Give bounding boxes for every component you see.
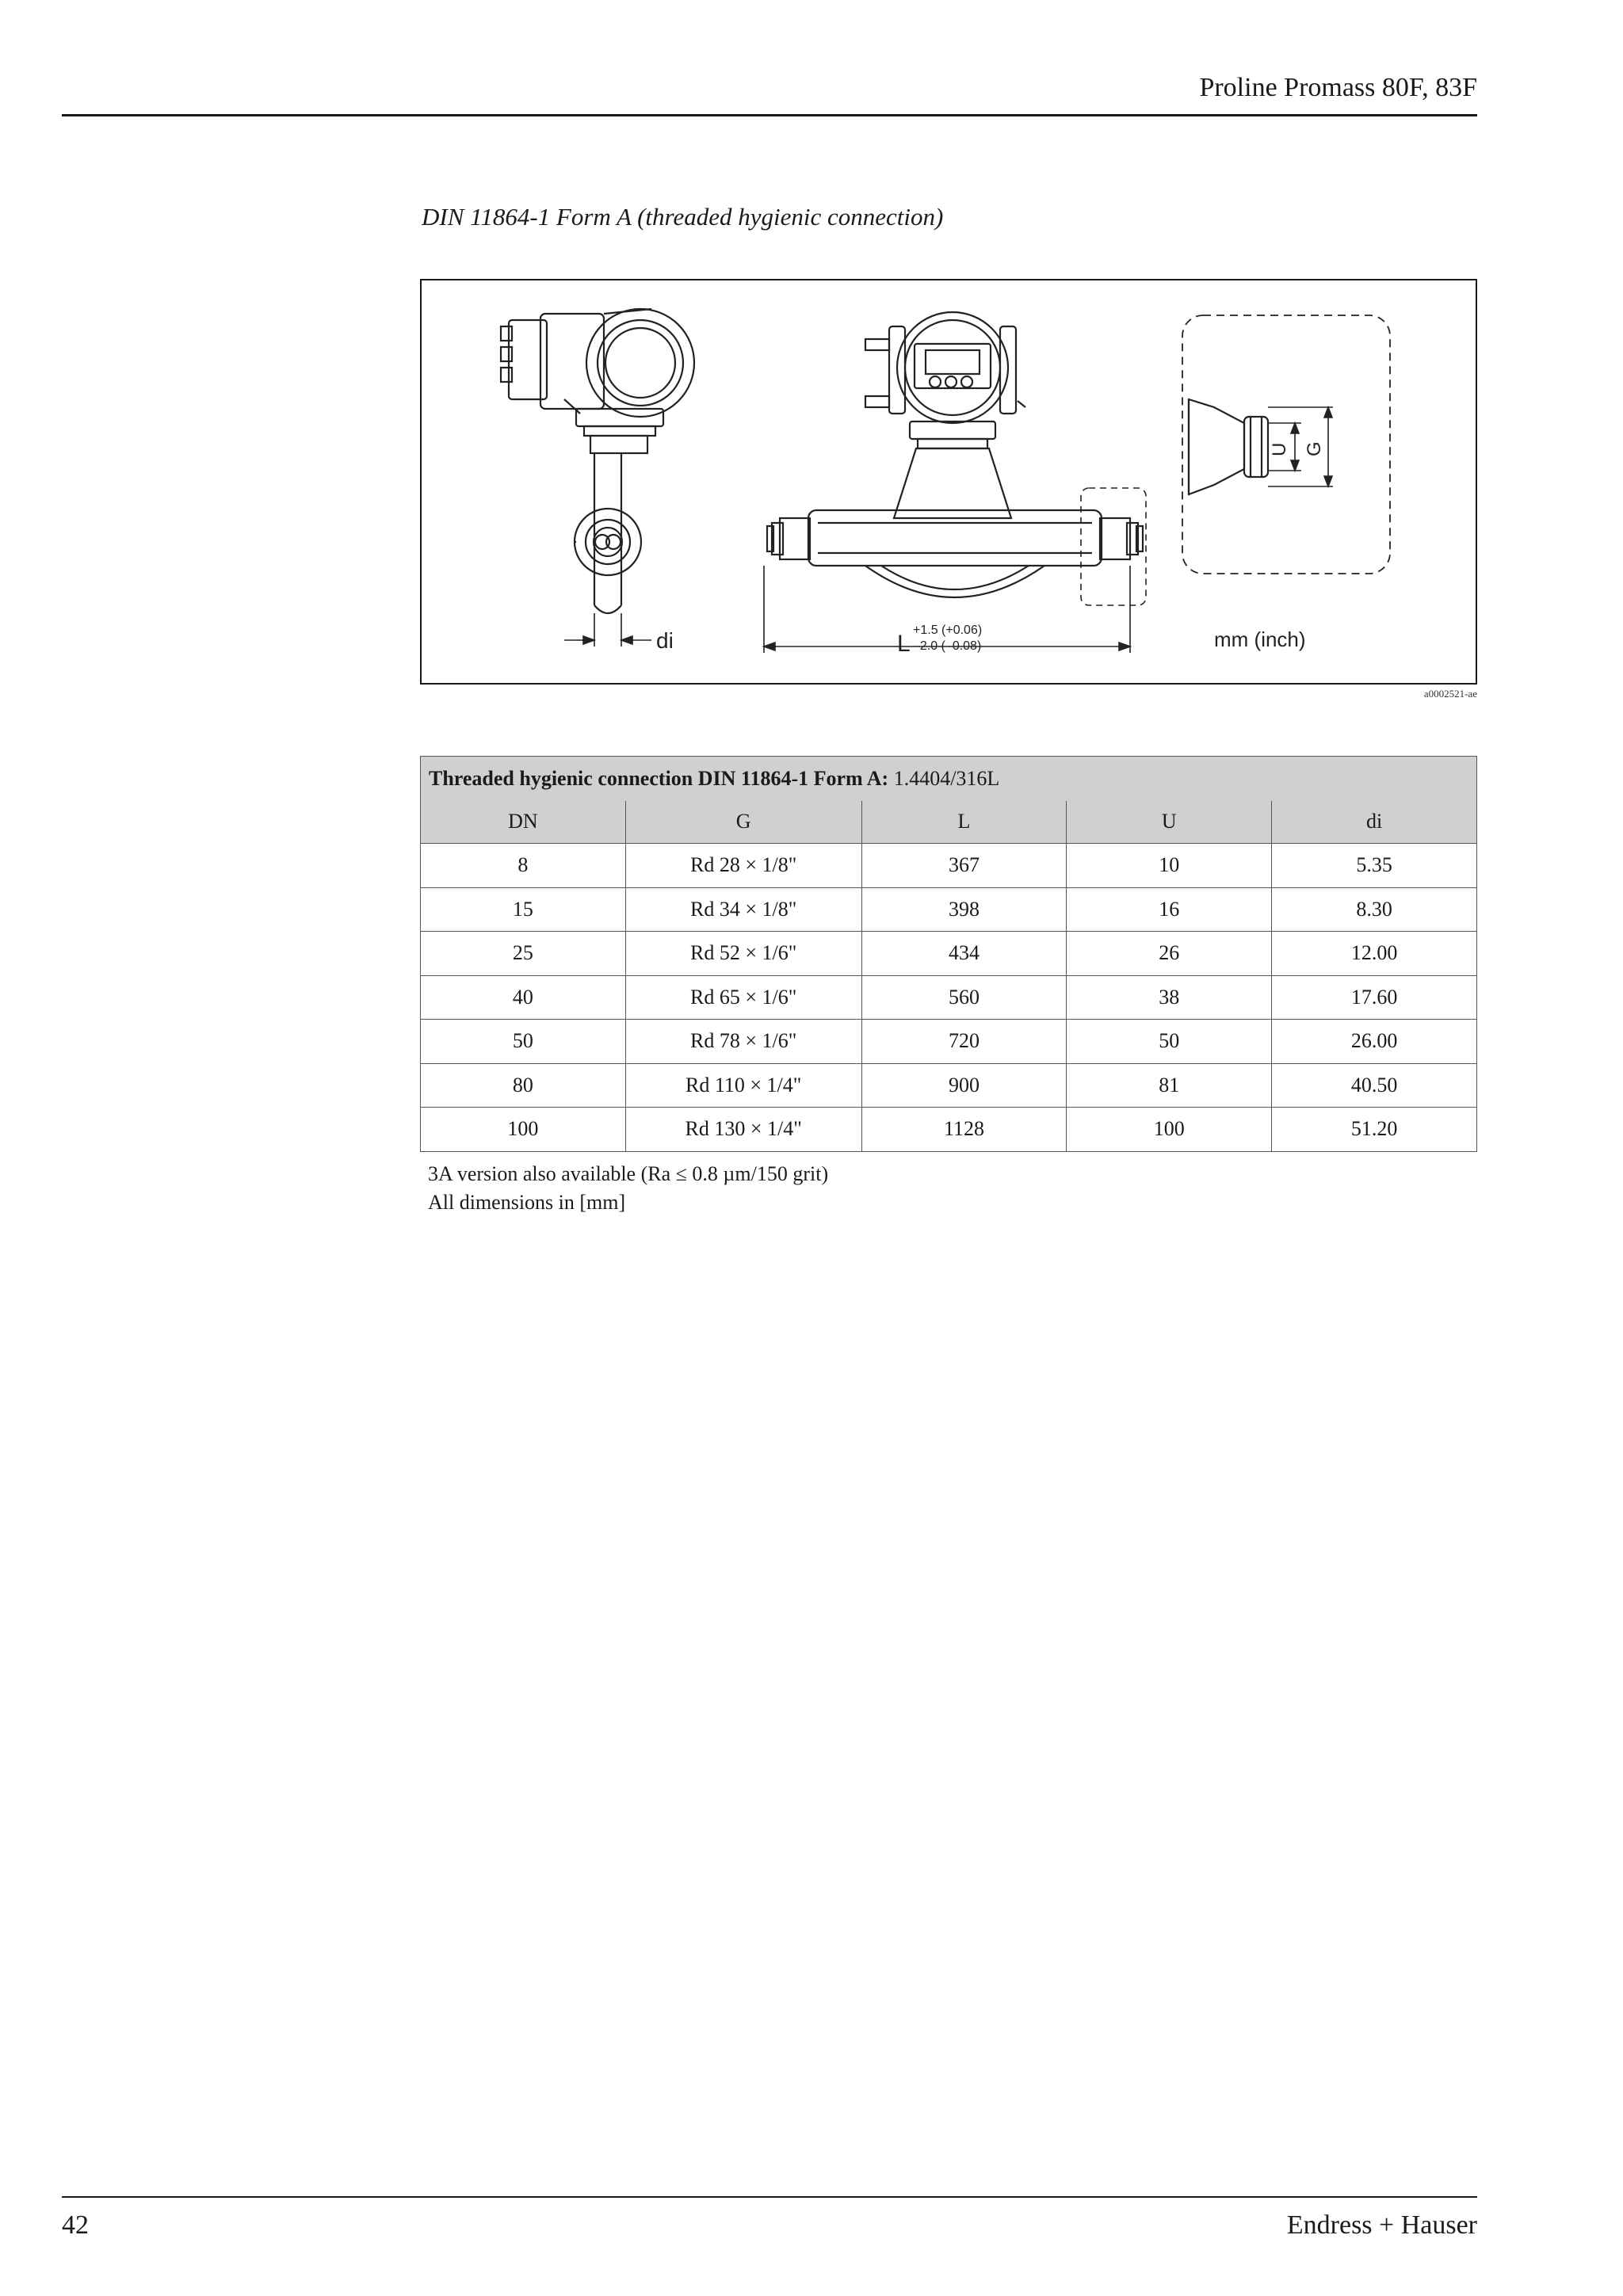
- cell-l: 398: [861, 887, 1067, 932]
- dimensions-table: [420, 756, 1477, 1152]
- cell-l: 560: [861, 975, 1067, 1020]
- note-3a-version: 3A version also available (Ra ≤ 0.8 µm/150 grit): [428, 1162, 829, 1185]
- table-row: [421, 887, 1477, 932]
- cell-u: 81: [1067, 1063, 1272, 1108]
- col-header-dn: DN: [421, 801, 626, 844]
- table-row: [421, 844, 1477, 888]
- dimension-drawing: [420, 279, 1477, 685]
- cell-di: 17.60: [1272, 975, 1477, 1020]
- header-rule: [62, 114, 1477, 116]
- di-dimension: [564, 613, 651, 646]
- cell-l: 1128: [861, 1108, 1067, 1152]
- cell-u: 100: [1067, 1108, 1272, 1152]
- table-title: [421, 757, 1477, 801]
- running-header-title: Proline Promass 80F, 83F: [1199, 73, 1477, 102]
- cell-u: 26: [1067, 932, 1272, 976]
- col-header-di: di: [1272, 801, 1477, 844]
- cell-g: Rd 78 × 1/6": [625, 1020, 861, 1064]
- figure-id: a0002521-ae: [1423, 688, 1477, 700]
- cell-dn: 40: [421, 975, 626, 1020]
- table-title-material: 1.4404/316L: [888, 766, 1000, 790]
- cell-g: Rd 52 × 1/6": [625, 932, 861, 976]
- cell-l: 900: [861, 1063, 1067, 1108]
- cell-dn: 80: [421, 1063, 626, 1108]
- cell-u: 38: [1067, 975, 1272, 1020]
- cell-l: 367: [861, 844, 1067, 888]
- table-row: [421, 1108, 1477, 1152]
- table-row: [421, 1020, 1477, 1064]
- note-dimensions-unit: All dimensions in [mm]: [428, 1191, 626, 1214]
- cell-di: 5.35: [1272, 844, 1477, 888]
- cell-dn: 8: [421, 844, 626, 888]
- col-header-g: G: [625, 801, 861, 844]
- cell-l: 434: [861, 932, 1067, 976]
- detail-view-drawing: [1189, 399, 1268, 494]
- label-L: L: [897, 631, 911, 657]
- table-row: [421, 975, 1477, 1020]
- col-header-u: U: [1067, 801, 1272, 844]
- cell-di: 40.50: [1272, 1063, 1477, 1108]
- table-notes: [428, 1160, 828, 1217]
- label-di: di: [656, 628, 674, 653]
- table-row: [421, 932, 1477, 976]
- cell-g: Rd 34 × 1/8": [625, 887, 861, 932]
- label-G: G: [1304, 441, 1325, 456]
- table-row: [421, 1063, 1477, 1108]
- front-view-drawing: [767, 312, 1143, 597]
- cell-di: 51.20: [1272, 1108, 1477, 1152]
- footer-rule: [62, 2196, 1477, 2198]
- cell-u: 50: [1067, 1020, 1272, 1064]
- cell-dn: 15: [421, 887, 626, 932]
- cell-u: 16: [1067, 887, 1272, 932]
- cell-di: 26.00: [1272, 1020, 1477, 1064]
- cell-l: 720: [861, 1020, 1067, 1064]
- cell-g: Rd 110 × 1/4": [625, 1063, 861, 1108]
- footer-brand: Endress + Hauser: [1286, 2210, 1477, 2240]
- cell-g: Rd 65 × 1/6": [625, 975, 861, 1020]
- cell-di: 12.00: [1272, 932, 1477, 976]
- label-tol-minus: –2.0 (–0.08): [913, 639, 982, 653]
- cell-dn: 25: [421, 932, 626, 976]
- label-U: U: [1269, 442, 1290, 456]
- flowmeter-drawing-svg: [422, 280, 1479, 686]
- label-tol-plus: +1.5 (+0.06): [913, 624, 983, 637]
- label-units: mm (inch): [1214, 627, 1306, 651]
- col-header-l: L: [861, 801, 1067, 844]
- cell-g: Rd 130 × 1/4": [625, 1108, 861, 1152]
- cell-dn: 50: [421, 1020, 626, 1064]
- cell-g: Rd 28 × 1/8": [625, 844, 861, 888]
- cell-di: 8.30: [1272, 887, 1477, 932]
- side-view-drawing: [501, 309, 694, 613]
- figure-caption: DIN 11864-1 Form A (threaded hygienic connection): [422, 203, 944, 231]
- table-title-bold: Threaded hygienic connection DIN 11864-1 Form A:: [429, 766, 889, 790]
- cell-u: 10: [1067, 844, 1272, 888]
- page-number: 42: [62, 2210, 89, 2240]
- cell-dn: 100: [421, 1108, 626, 1152]
